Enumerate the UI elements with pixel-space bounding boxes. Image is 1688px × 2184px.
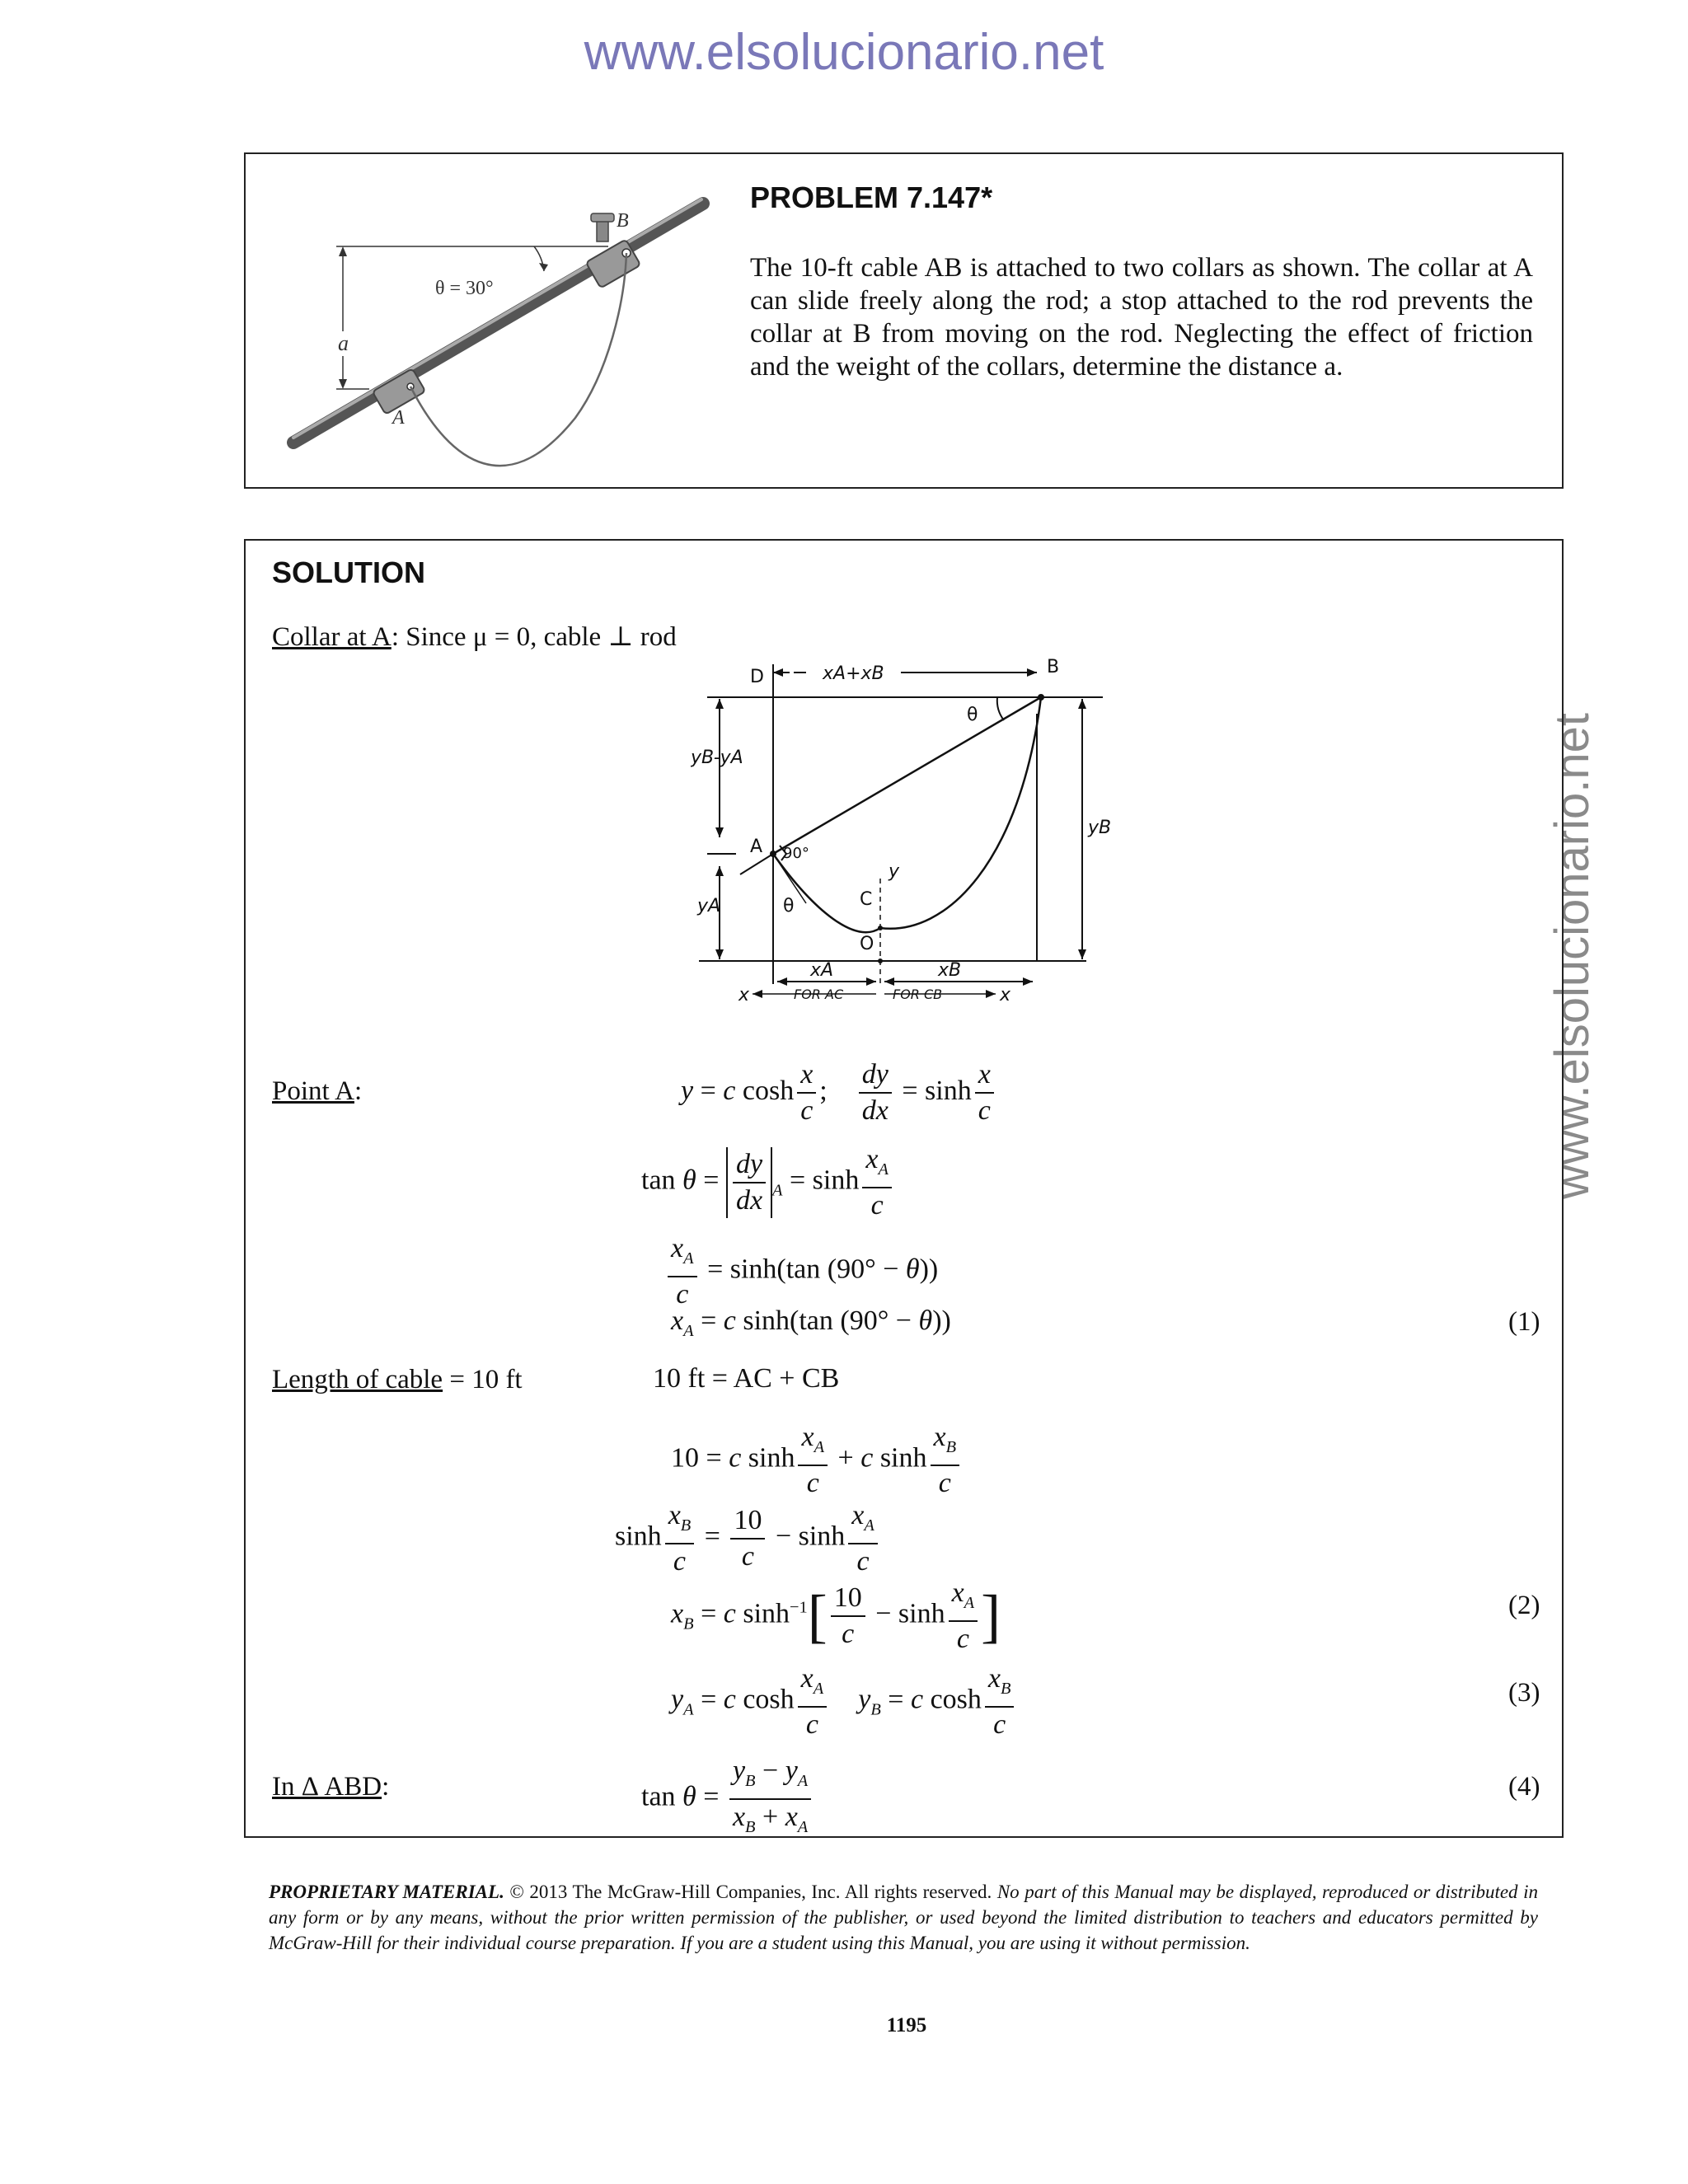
eq-ten: 10 = c sinh $\frac{x_A}{c}$ + c sinh $\frac{x_B}{c}$	[671, 1420, 963, 1501]
eq-tan-abd: tan θ = $\frac{y_B - y_A}{x_B + x_A}$	[641, 1754, 814, 1844]
eq-number-4: (4)	[1508, 1772, 1540, 1802]
dg-ya: yA	[697, 896, 721, 916]
footer-bold: PROPRIETARY MATERIAL.	[269, 1882, 504, 1902]
dg-theta-a: θ	[783, 896, 795, 916]
eq-ya-yb: $y_A = c$ cosh $\frac{x_A}{c}$ $y_B = c$ cosh $\frac{x_B}{c}$	[671, 1661, 1017, 1742]
dg-yb: yB	[1088, 818, 1112, 838]
dg-c: C	[860, 889, 873, 910]
eq-xa: $x_A = c$ sinh(tan (90° − θ))	[671, 1305, 951, 1340]
fig-point-a: A	[392, 407, 405, 429]
length-text: Length of cable	[272, 1365, 443, 1394]
eq-number-3: (3)	[1508, 1678, 1540, 1708]
problem-figure	[262, 171, 724, 476]
eq-length: 10 ft = AC + CB	[653, 1363, 840, 1394]
collar-rest: : Since μ = 0, cable ⊥ rod	[391, 622, 677, 652]
solution-diagram	[691, 656, 1119, 1002]
angle-label: θ = 30°	[435, 278, 494, 299]
solution-title: SOLUTION	[272, 555, 425, 589]
dg-xa: xA	[810, 960, 834, 981]
triangle-label: In Δ ABD:	[272, 1772, 390, 1802]
dg-b: B	[1047, 657, 1060, 677]
watermark-top: www.elsolucionario.net	[584, 24, 1104, 81]
dg-d: D	[750, 667, 764, 687]
dg-top: xA+xB	[823, 663, 884, 684]
length-label	[272, 1365, 523, 1395]
footer-notice	[269, 1879, 1538, 1956]
dg-y: y	[889, 861, 900, 882]
page-number: 1195	[886, 2014, 927, 2036]
fig-point-b: B	[617, 210, 629, 232]
collar-label: Collar at A	[272, 622, 392, 652]
solution-box	[244, 539, 1564, 1838]
footer-plain: © 2013 The McGraw-Hill Companies, Inc. All rights reserved.	[504, 1882, 992, 1902]
dim-a-label: a	[338, 331, 349, 355]
eq-sinh-xb: sinh $\frac{x_B}{c}$ = $\frac{10}{c}$ − sinh $\frac{x_A}{c}$	[615, 1498, 881, 1579]
eq-xb: $x_B = c$ $\sinh^{-1}$[ $\frac{10}{c}$ − sinh $\frac{x_A}{c}$ ]	[671, 1577, 1001, 1654]
dg-for-ac: FOR AC	[794, 987, 844, 1002]
problem-statement: The 10-ft cable AB is attached to two collars as shown. The collar at A can slide freely along the rod; a stop attached to the rod prevents the collar at B from moving on the rod. Neglecting the effect of friction and the weight of the collars, determine the distance a.	[750, 253, 1533, 382]
dg-o: O	[860, 934, 874, 954]
dg-xb: xB	[938, 960, 962, 981]
dg-yb-ya: yB-yA	[691, 748, 743, 768]
collar-line	[272, 620, 677, 653]
eq-number-1: (1)	[1508, 1307, 1540, 1337]
eq-xa-over-c: $\frac{x_A}{c}$ = sinh(tan (90° − θ))	[664, 1231, 938, 1312]
eq-tan-theta: tan θ = $\frac{dy}{dx}$ $_A$ = sinh $\frac{x_A}{c}$	[641, 1142, 895, 1223]
dg-ninety: 90°	[783, 845, 809, 862]
problem-title: PROBLEM 7.147*	[750, 180, 993, 214]
eq-catenary: y = c cosh $\frac{x}{c}$ ; $\frac{dy}{dx}$ = sinh $\frac{x}{c}$	[681, 1057, 997, 1128]
watermark-side: www.elsolucionario.net	[1545, 713, 1599, 1199]
dg-a: A	[750, 837, 763, 857]
dg-x-left: x	[738, 985, 750, 1002]
triangle-text: In Δ ABD	[272, 1772, 382, 1802]
dg-theta-top: θ	[967, 705, 978, 725]
dg-for-cb: FOR CB	[893, 987, 943, 1002]
length-value: = 10 ft	[443, 1365, 523, 1394]
dg-x-right: x	[1000, 985, 1011, 1002]
footer-italic: No part of this Manual may be displayed, reproduced or distributed in any form or by any means, without the prior written permission of the publisher, or used beyond the limited distribution to teachers and educators permitted by McGraw-Hill for their individual course preparation. If you are a student using this Manual, you are using it without permission.	[269, 1882, 1539, 1953]
eq-number-2: (2)	[1508, 1591, 1540, 1620]
point-a-text: Point A	[272, 1076, 354, 1106]
point-a-label: Point A:	[272, 1076, 363, 1106]
problem-box	[244, 152, 1564, 489]
